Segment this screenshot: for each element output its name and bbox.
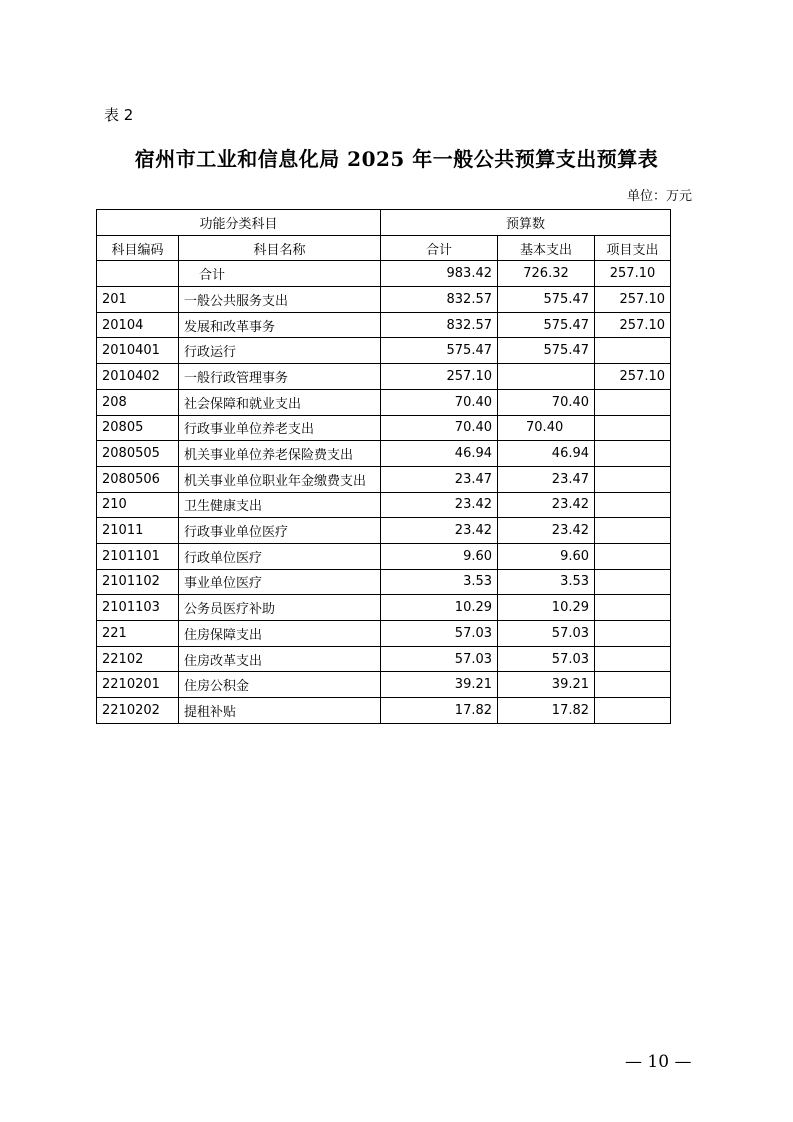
total-cell: 57.03: [381, 646, 498, 672]
project-cell: [595, 595, 671, 621]
table-row: [97, 569, 671, 595]
basic-cell: 575.47: [498, 338, 595, 364]
project-cell: [595, 492, 671, 518]
code-cell: 2010402: [97, 364, 179, 390]
name-cell: 社会保障和就业支出: [179, 389, 381, 415]
project-cell: [595, 338, 671, 364]
name-cell: 机关事业单位养老保险费支出: [179, 441, 381, 467]
code-cell: 2101103: [97, 595, 179, 621]
total-basic-cell: 726.32: [498, 261, 595, 287]
table-row: [97, 672, 671, 698]
table-row: [97, 415, 671, 441]
total-total-cell: 983.42: [381, 261, 498, 287]
name-cell: 一般公共服务支出: [179, 287, 381, 313]
header-total: 合计: [381, 235, 498, 261]
basic-cell: 9.60: [498, 543, 595, 569]
table-row: [97, 389, 671, 415]
total-cell: 57.03: [381, 621, 498, 647]
table-row: [97, 287, 671, 313]
project-cell: [595, 621, 671, 647]
basic-cell: 57.03: [498, 621, 595, 647]
table-row: [97, 441, 671, 467]
name-cell: 机关事业单位职业年金缴费支出: [179, 466, 381, 492]
basic-cell: 17.82: [498, 698, 595, 724]
header-code: 科目编码: [97, 235, 179, 261]
table-row: [97, 466, 671, 492]
table-row: [97, 312, 671, 338]
basic-cell: 39.21: [498, 672, 595, 698]
page-number: — 10 —: [625, 1052, 692, 1072]
header-basic: 基本支出: [498, 235, 595, 261]
total-row: [97, 261, 671, 287]
code-cell: 201: [97, 287, 179, 313]
basic-cell: 575.47: [498, 287, 595, 313]
code-cell: 2101101: [97, 543, 179, 569]
project-cell: [595, 518, 671, 544]
project-cell: [595, 646, 671, 672]
project-cell: 257.10: [595, 364, 671, 390]
table-row: [97, 621, 671, 647]
code-cell: 210: [97, 492, 179, 518]
name-cell: 行政单位医疗: [179, 543, 381, 569]
basic-cell: 10.29: [498, 595, 595, 621]
total-cell: 832.57: [381, 287, 498, 313]
code-cell: 2210202: [97, 698, 179, 724]
total-cell: 23.42: [381, 518, 498, 544]
basic-cell: [498, 364, 595, 390]
name-cell: 住房保障支出: [179, 621, 381, 647]
code-cell: 2101102: [97, 569, 179, 595]
table-row: [97, 364, 671, 390]
basic-cell: 3.53: [498, 569, 595, 595]
basic-cell: 46.94: [498, 441, 595, 467]
total-cell: 10.29: [381, 595, 498, 621]
project-cell: [595, 698, 671, 724]
header-name: 科目名称: [179, 235, 381, 261]
name-cell: 住房改革支出: [179, 646, 381, 672]
name-cell: 行政事业单位养老支出: [179, 415, 381, 441]
total-cell: 23.42: [381, 492, 498, 518]
basic-cell: 70.40: [498, 389, 595, 415]
name-cell: 发展和改革事务: [179, 312, 381, 338]
project-cell: [595, 466, 671, 492]
code-cell: 221: [97, 621, 179, 647]
total-cell: 832.57: [381, 312, 498, 338]
code-cell: 2210201: [97, 672, 179, 698]
total-cell: 46.94: [381, 441, 498, 467]
table-row: [97, 595, 671, 621]
name-cell: 提租补贴: [179, 698, 381, 724]
header-row-1: [97, 210, 671, 236]
total-cell: 23.47: [381, 466, 498, 492]
name-cell: 卫生健康支出: [179, 492, 381, 518]
code-cell: 21011: [97, 518, 179, 544]
table-label: 表 2: [104, 106, 134, 124]
header-project: 项目支出: [595, 235, 671, 261]
total-cell: 70.40: [381, 389, 498, 415]
total-cell: 70.40: [381, 415, 498, 441]
table-row: [97, 518, 671, 544]
code-cell: 20805: [97, 415, 179, 441]
total-cell: 257.10: [381, 364, 498, 390]
project-cell: 257.10: [595, 287, 671, 313]
project-cell: [595, 543, 671, 569]
code-cell: 208: [97, 389, 179, 415]
name-cell: 一般行政管理事务: [179, 364, 381, 390]
basic-cell: 575.47: [498, 312, 595, 338]
code-cell: 2080505: [97, 441, 179, 467]
project-cell: [595, 415, 671, 441]
page-title: 宿州市工业和信息化局 2025 年一般公共预算支出预算表: [134, 147, 659, 171]
header-budget: 预算数: [381, 210, 671, 236]
project-cell: [595, 569, 671, 595]
total-cell: 9.60: [381, 543, 498, 569]
project-cell: [595, 672, 671, 698]
name-cell: 公务员医疗补助: [179, 595, 381, 621]
table-row: [97, 646, 671, 672]
unit-label: 单位：万元: [626, 189, 692, 204]
name-cell: 事业单位医疗: [179, 569, 381, 595]
name-cell: 行政事业单位医疗: [179, 518, 381, 544]
total-cell: 575.47: [381, 338, 498, 364]
name-cell: 行政运行: [179, 338, 381, 364]
code-cell: 22102: [97, 646, 179, 672]
basic-cell: 23.42: [498, 518, 595, 544]
name-cell: 住房公积金: [179, 672, 381, 698]
table-row: [97, 492, 671, 518]
basic-cell: 57.03: [498, 646, 595, 672]
basic-cell: 23.42: [498, 492, 595, 518]
table-row: [97, 543, 671, 569]
total-cell: 39.21: [381, 672, 498, 698]
project-cell: [595, 441, 671, 467]
code-cell: 2080506: [97, 466, 179, 492]
total-project-cell: 257.10: [595, 261, 671, 287]
table-row: [97, 338, 671, 364]
total-code-cell: [97, 261, 179, 287]
project-cell: [595, 389, 671, 415]
header-row-2: [97, 235, 671, 261]
budget-table: [96, 209, 671, 724]
header-func-category: 功能分类科目: [97, 210, 381, 236]
table-row: [97, 698, 671, 724]
total-name-cell: 合计: [179, 261, 381, 287]
total-cell: 3.53: [381, 569, 498, 595]
total-cell: 17.82: [381, 698, 498, 724]
project-cell: 257.10: [595, 312, 671, 338]
basic-cell: 70.40: [498, 415, 595, 441]
code-cell: 2010401: [97, 338, 179, 364]
basic-cell: 23.47: [498, 466, 595, 492]
code-cell: 20104: [97, 312, 179, 338]
